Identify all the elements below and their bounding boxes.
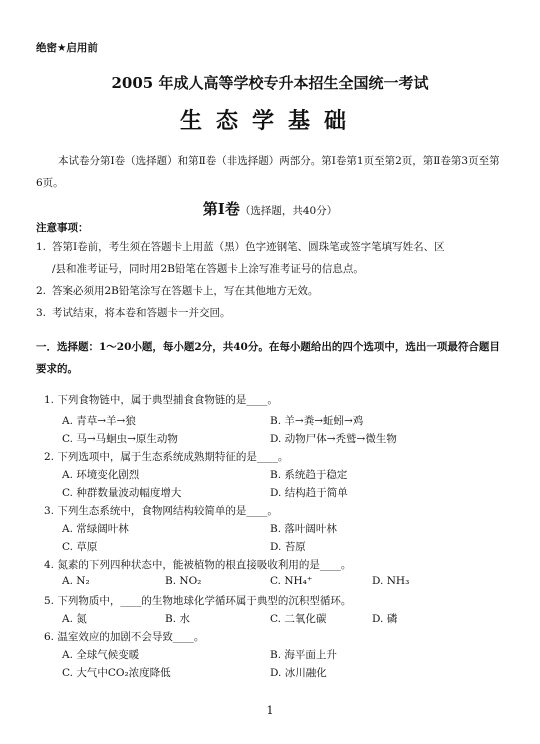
option-d: D. 动物尸体→秃鹫→微生物 bbox=[270, 433, 397, 445]
note-text: 答第Ⅰ卷前，考生须在答题卡上用蓝（黑）色字迹钢笔、圆珠笔或签字笔填写姓名、区 bbox=[52, 241, 445, 253]
option-c: C. 马→马蛔虫→原生动物 bbox=[62, 433, 178, 445]
option-c: C. 大气中CO₂浓度降低 bbox=[62, 667, 171, 679]
option-d: D. 苔原 bbox=[270, 541, 306, 553]
option-a: A. 青草→羊→狼 bbox=[62, 415, 136, 427]
part-heading bbox=[0, 198, 540, 219]
note-text: /县和准考证号，同时用2B铅笔在答题卡上涂写准考证号的信息点。 bbox=[52, 263, 364, 275]
option-d: D. 结构趋于简单 bbox=[270, 487, 348, 499]
page-number: 1 bbox=[266, 704, 274, 717]
option-b: B. 水 bbox=[165, 613, 190, 625]
notes-title: 注意事项： bbox=[36, 222, 89, 234]
intro-paragraph: 本试卷分第Ⅰ卷（选择题）和第Ⅱ卷（非选择题）两部分。第Ⅰ卷第1页至第2页，第Ⅱ卷第3页至第6页。 bbox=[36, 155, 500, 189]
option-b: B. 落叶阔叶林 bbox=[270, 523, 337, 535]
question-stem: 3. 下列生态系统中，食物网结构较简单的是____。 bbox=[44, 505, 278, 517]
option-d: D. NH₃ bbox=[372, 575, 410, 587]
part-title: 第Ⅰ卷 bbox=[202, 200, 240, 218]
option-c: C. 草原 bbox=[62, 541, 98, 553]
note-number: 2. bbox=[36, 285, 47, 297]
note-text: 答案必须用2B铅笔涂写在答题卡上，写在其他地方无效。 bbox=[52, 285, 319, 297]
option-a: A. 氮 bbox=[62, 613, 87, 625]
option-d: D. 磷 bbox=[372, 613, 398, 625]
note-text: 考试结束，将本卷和答题卡一并交回。 bbox=[52, 307, 231, 319]
confidential-mark: 绝密★启用前 bbox=[36, 42, 98, 54]
subject-title: 生态学基础 bbox=[179, 108, 360, 134]
note-number: 1. bbox=[36, 241, 47, 253]
option-b: B. 海平面上升 bbox=[270, 649, 337, 661]
option-a: A. 环境变化剧烈 bbox=[62, 469, 140, 481]
option-b: B. NO₂ bbox=[165, 575, 202, 587]
option-a: A. 全球气候变暖 bbox=[62, 649, 140, 661]
note-number: 3. bbox=[36, 307, 47, 319]
question-stem: 4. 氮素的下列四种状态中，能被植物的根直接吸收利用的是____。 bbox=[44, 559, 352, 571]
note-item-continuation bbox=[36, 258, 506, 280]
option-c: C. NH₄⁺ bbox=[270, 575, 313, 587]
option-a: A. 常绿阔叶林 bbox=[62, 523, 129, 535]
question-stem: 1. 下列食物链中，属于典型捕食食物链的是____。 bbox=[44, 394, 278, 406]
note-item bbox=[36, 236, 506, 258]
note-item bbox=[36, 280, 506, 302]
part-note: （选择题，共40分） bbox=[239, 205, 338, 217]
section-heading: 一．选择题：1～20小题，每小题2分，共40分。在每小题给出的四个选项中，选出一项最符合题目要求的。 bbox=[36, 341, 500, 375]
question-stem: 5. 下列物质中，____的生物地球化学循环属于典型的沉积型循环。 bbox=[44, 595, 352, 607]
option-b: B. 羊→粪→蚯蚓→鸡 bbox=[270, 415, 364, 427]
exam-title: 2005 年成人高等学校专升本招生全国统一考试 bbox=[111, 74, 429, 92]
option-c: C. 二氧化碳 bbox=[270, 613, 327, 625]
option-a: A. N₂ bbox=[62, 575, 90, 587]
option-d: D. 冰川融化 bbox=[270, 667, 327, 679]
question-stem: 2. 下列选项中，属于生态系统成熟期特征的是____。 bbox=[44, 451, 289, 463]
option-b: B. 系统趋于稳定 bbox=[270, 469, 348, 481]
option-c: C. 种群数量波动幅度增大 bbox=[62, 487, 182, 499]
question-stem: 6. 温室效应的加剧不会导致____。 bbox=[44, 631, 205, 643]
note-item bbox=[36, 302, 506, 324]
